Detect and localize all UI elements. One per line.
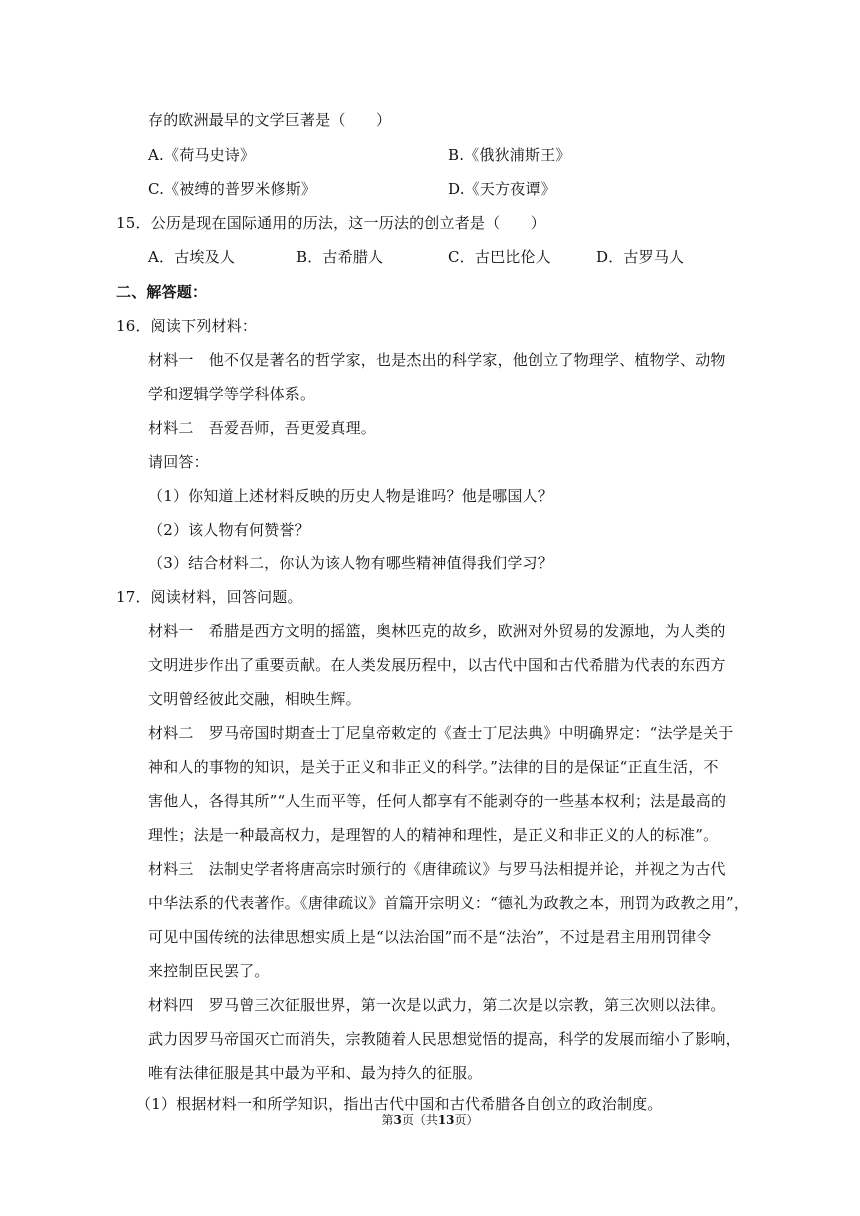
q17-material3-line: 来控制臣民罢了。 <box>148 962 270 980</box>
q14-option-d: D.《天方夜谭》 <box>448 180 556 198</box>
q17-material3-line: 材料三 法制史学者将唐高宗时颁行的《唐律疏议》与罗马法相提并论，并视之为古代 <box>148 860 726 878</box>
q17-material3-line: 中华法系的代表著作。《唐律疏议》首篇开宗明义：“德礼为政教之本，刑罚为政教之用”， <box>148 894 750 912</box>
q16-material1-line1: 材料一 他不仅是著名的哲学家，也是杰出的科学家，他创立了物理学、植物学、动物 <box>148 351 726 369</box>
q17-material1-line: 文明进步作出了重要贡献。在人类发展历程中，以古代中国和古代希腊为代表的东西方 <box>148 656 726 674</box>
q17-material2-line: 理性；法是一种最高权力，是理智的人的精神和理性，是正义和非正义的人的标准”。 <box>148 826 719 844</box>
q16-material1-line2: 学和逻辑学等学科体系。 <box>148 385 316 403</box>
page-footer <box>0 1112 860 1128</box>
q14-option-c: C.《被缚的普罗米修斯》 <box>148 180 317 198</box>
q17-material4-line: 唯有法律征服是其中最为平和、最为持久的征服。 <box>148 1064 483 1082</box>
q17-material4-line: 武力因罗马帝国灭亡而消失，宗教随着人民思想觉悟的提高，科学的发展而缩小了影响， <box>148 1030 741 1048</box>
footer-prefix: 第 <box>381 1113 394 1127</box>
footer-page-number: 3 <box>393 1113 402 1127</box>
section-heading: 二、解答题： <box>116 283 208 301</box>
q17-stem: 17．阅读材料，回答问题。 <box>116 588 303 606</box>
footer-suffix: 页） <box>454 1113 479 1127</box>
q16-material2: 材料二 吾爱吾师，吾更爱真理。 <box>148 419 377 437</box>
q17-material2-line: 害他人，各得其所”“人生而平等，任何人都享有不能剥夺的一些基本权利；法是最高的 <box>148 792 727 810</box>
q17-material2-line: 材料二 罗马帝国时期查士丁尼皇帝敕定的《查士丁尼法典》中明确界定：“法学是关于 <box>148 724 734 742</box>
footer-middle: 页（共 <box>401 1113 438 1127</box>
q14-option-b: B.《俄狄浦斯王》 <box>448 146 571 164</box>
q15-stem: 15．公历是现在国际通用的历法，这一历法的创立者是（ ） <box>116 214 546 232</box>
q17-material2-line: 神和人的事物的知识，是关于正义和非正义的科学。”法律的目的是保证“正直生活，不 <box>148 758 719 776</box>
q15-option-c: C．古巴比伦人 <box>448 248 551 266</box>
q16-subquestion-1: （1）你知道上述材料反映的历史人物是谁吗？他是哪国人？ <box>148 487 553 505</box>
q17-material1-line: 文明曾经彼此交融，相映生辉。 <box>148 690 361 708</box>
q15-option-d: D．古罗马人 <box>596 248 685 266</box>
q17-material4-line: 材料四 罗马曾三次征服世界，第一次是以武力，第二次是以宗教，第三次则以法律。 <box>148 996 726 1014</box>
q15-option-a: A．古埃及人 <box>148 248 236 266</box>
q16-subquestion-2: （2）该人物有何赞誉？ <box>148 521 310 539</box>
q17-material1-line: 材料一 希腊是西方文明的摇篮，奥林匹克的故乡，欧洲对外贸易的发源地，为人类的 <box>148 622 726 640</box>
q16-prompt: 请回答： <box>148 453 209 471</box>
q17-subquestion-1: （1）根据材料一和所学知识，指出古代中国和古代希腊各自创立的政治制度。 <box>136 1095 663 1113</box>
footer-total-pages: 13 <box>437 1113 455 1127</box>
q15-option-b: B．古希腊人 <box>296 248 384 266</box>
q14-stem: 存的欧洲最早的文学巨著是（ ） <box>148 111 392 129</box>
q14-option-a: A.《荷马史诗》 <box>148 146 256 164</box>
q17-material3-line: 可见中国传统的法律思想实质上是“以法治国”而不是“法治”，不过是君主用刑罚律令 <box>148 928 712 946</box>
q16-subquestion-3: （3）结合材料二，你认为该人物有哪些精神值得我们学习？ <box>148 554 553 572</box>
q16-stem: 16．阅读下列材料： <box>116 317 258 335</box>
